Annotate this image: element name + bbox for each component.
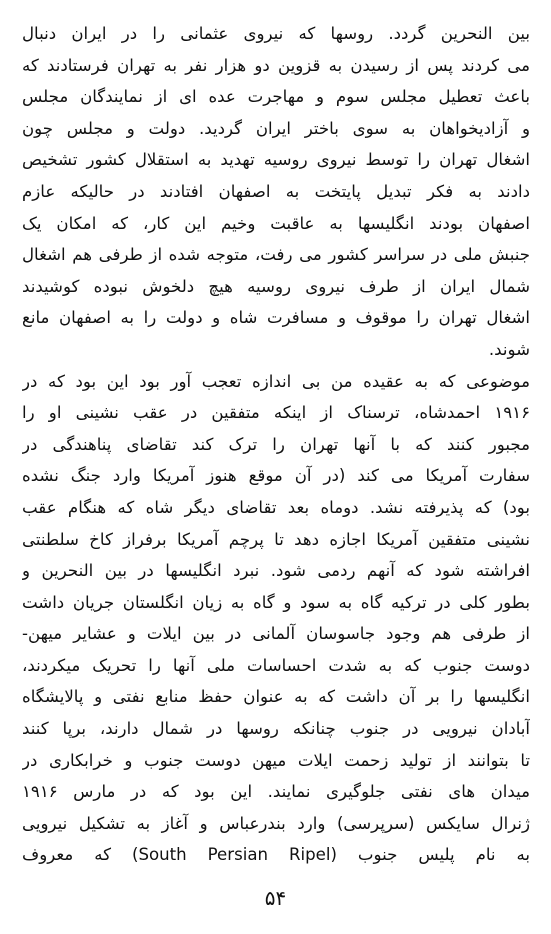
- text-line: آبادان نیرویی در جنوب چنانکه روسها در شمال دارند، برپا کنند: [22, 719, 530, 739]
- body-text: [22, 18, 530, 871]
- text-line: باعث تعطیل مجلس سوم و مهاجرت عده ای از نمایندگان مجلس: [22, 87, 530, 107]
- text-line: بطور کلی در ترکیه گاه به سود و گاه به زیان انگلستان جریان داشت: [22, 592, 530, 612]
- text-line: جنبش ملی در سراسر کشور می رفت، متوجه شده از طرفی هم اشغال: [22, 245, 530, 265]
- text-line: مجبور کنند که با آنها تهران را ترک کند تقاضای پناهندگی در: [22, 434, 530, 454]
- text-line: اشغال تهران را موقوف و مسافرت شاه و دولت را به اصفهان مانع: [22, 308, 530, 328]
- text-line: دادند به فکر تبدیل پایتخت به اصفهان افتادند در حالیکه عازم: [22, 181, 530, 201]
- text-line: میدان های نفتی جلوگیری نمایند. این بود که در مارس ۱۹۱۶: [22, 782, 530, 802]
- text-line: ژنرال سایکس (سرپرسی) وارد بندرعباس و آغاز به تشکیل نیرویی: [22, 813, 530, 833]
- text-line: دوست جنوب که به شدت احساسات ملی آنها را تحریک میکردند،: [22, 655, 530, 675]
- text-line: بین النحرین گردد. روسها که نیروی عثمانی را در ایران دنبال: [22, 24, 530, 43]
- text-line: موضوعی که به عقیده من بی اندازه تعجب آور بود این بود که در: [22, 371, 530, 391]
- text-line: اصفهان بودند انگلیسها به عاقبت وخیم این کار، که امکان یک: [22, 213, 530, 233]
- page-number: ۵۴: [264, 886, 287, 910]
- text-line: شمال ایران از طرف نیروی روسیه هیچ دلخوش نبوده کوشیدند: [22, 276, 530, 296]
- paragraph-end-line: شوند.: [488, 339, 530, 359]
- text-line: اشغال تهران را توسط نیروی روسیه تهدید به استقلال کشور تشخیص: [22, 150, 530, 170]
- text-line: می کردند پس از رسیدن به قزوین دو هزار نفر به تهران فرستادند که: [22, 55, 530, 75]
- text-line: به نام پلیس جنوب (South Persian Ripel) که معروف: [22, 845, 530, 865]
- text-line: از طرفی هم وجود جاسوسان آلمانی در بین ایلات و عشایر میهن-: [22, 624, 530, 644]
- text-line: و آزادیخواهان به سوی باختر ایران گردید. دولت و مجلس چون: [22, 118, 530, 138]
- text-line: انگلیسها را بر آن داشت که به عنوان حفظ منابع نفتی و پالایشگاه: [22, 687, 530, 707]
- text-line: ۱۹۱۶ احمدشاه، ترسناک از اینکه متفقین در عقب نشینی او را: [22, 403, 530, 423]
- text-line: سفارت آمریکا می کند (در آن موقع هنوز آمریکا وارد جنگ نشده: [22, 466, 530, 486]
- text-line: تا بتوانند از تولید زحمت ایلات میهن دوست جنوب و خرابکاری در: [22, 750, 530, 770]
- text-line: بود) که پذیرفته نشد. دوماه بعد تقاضای دیگر شاه که هنگام عقب: [22, 497, 530, 517]
- text-line: افراشته شود که آنهم ردمی شود. نبرد انگلیسها در بین النحرین و: [22, 561, 530, 581]
- text-line: نشینی متفقین آمریکا اجازه دهد تا پرچم آمریکا برفراز کاخ سلطنتی: [22, 529, 530, 549]
